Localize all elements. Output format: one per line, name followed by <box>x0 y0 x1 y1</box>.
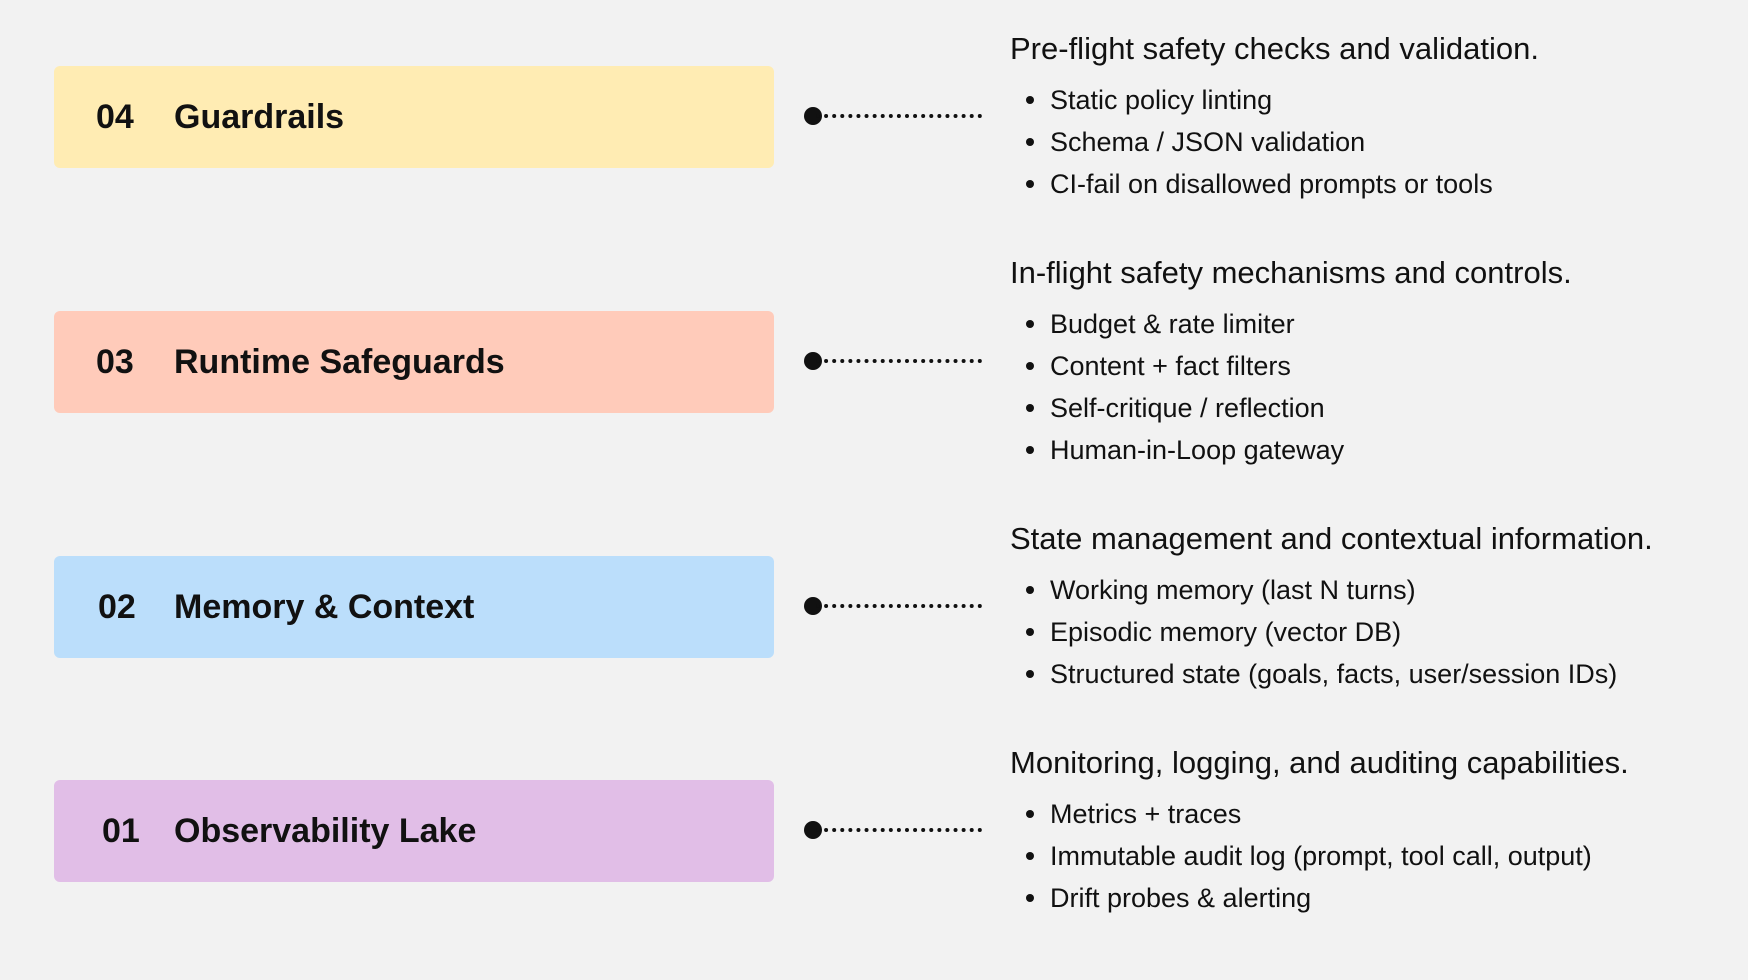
layer-title: Guardrails <box>174 98 345 136</box>
connector-dotted-line <box>816 114 982 118</box>
bullet-icon <box>1026 446 1034 454</box>
feature-item <box>1010 653 1730 695</box>
feature-item <box>1010 79 1730 121</box>
feature-label: Static policy linting <box>1050 85 1273 115</box>
layer-box-runtime-safeguards <box>54 311 774 413</box>
bullet-icon <box>1026 810 1034 818</box>
feature-item <box>1010 835 1730 877</box>
feature-label: Budget & rate limiter <box>1050 309 1295 339</box>
feature-list <box>1010 569 1730 695</box>
feature-item <box>1010 877 1730 919</box>
feature-item <box>1010 345 1730 387</box>
bullet-icon <box>1026 362 1034 370</box>
connector-line <box>804 106 980 126</box>
feature-list <box>1010 79 1730 205</box>
bullet-icon <box>1026 138 1034 146</box>
bullet-icon <box>1026 404 1034 412</box>
feature-label: Immutable audit log (prompt, tool call, output) <box>1050 841 1592 871</box>
layer-description: Monitoring, logging, and auditing capabilities. <box>1010 745 1629 780</box>
layer-box-memory-context <box>54 556 774 658</box>
layer-description-block <box>1010 253 1730 471</box>
feature-item <box>1010 429 1730 471</box>
layer-title: Observability Lake <box>174 812 477 850</box>
connector-dotted-line <box>816 604 982 608</box>
bullet-icon <box>1026 586 1034 594</box>
feature-label: Metrics + traces <box>1050 799 1242 829</box>
bullet-icon <box>1026 628 1034 636</box>
feature-label: Structured state (goals, facts, user/session IDs) <box>1050 659 1618 689</box>
feature-item <box>1010 387 1730 429</box>
layer-description: State management and contextual information. <box>1010 521 1653 556</box>
feature-label: Working memory (last N turns) <box>1050 575 1416 605</box>
layer-description: In-flight safety mechanisms and controls. <box>1010 255 1572 290</box>
feature-label: Self-critique / reflection <box>1050 393 1325 423</box>
feature-item <box>1010 569 1730 611</box>
bullet-icon <box>1026 96 1034 104</box>
feature-item <box>1010 611 1730 653</box>
connector-line <box>804 351 980 371</box>
bullet-icon <box>1026 320 1034 328</box>
connector-dotted-line <box>816 359 982 363</box>
layer-box-guardrails <box>54 66 774 168</box>
layer-number: 02 <box>98 588 136 626</box>
feature-item <box>1010 793 1730 835</box>
layer-description-block <box>1010 743 1730 919</box>
layer-title: Runtime Safeguards <box>174 343 505 381</box>
layer-description-block <box>1010 519 1730 695</box>
connector-dotted-line <box>816 828 982 832</box>
feature-list <box>1010 303 1730 471</box>
bullet-icon <box>1026 670 1034 678</box>
layer-description-block <box>1010 29 1730 205</box>
feature-item <box>1010 303 1730 345</box>
feature-label: Drift probes & alerting <box>1050 883 1312 913</box>
bullet-icon <box>1026 852 1034 860</box>
layer-title: Memory & Context <box>174 588 475 626</box>
layer-description: Pre-flight safety checks and validation. <box>1010 31 1539 66</box>
feature-item <box>1010 121 1730 163</box>
feature-list <box>1010 793 1730 919</box>
layer-number: 01 <box>102 812 140 850</box>
feature-label: Human-in-Loop gateway <box>1050 435 1345 465</box>
feature-label: Content + fact filters <box>1050 351 1291 381</box>
bullet-icon <box>1026 180 1034 188</box>
layer-number: 03 <box>96 343 134 381</box>
feature-label: Episodic memory (vector DB) <box>1050 617 1402 647</box>
connector-line <box>804 820 980 840</box>
feature-item <box>1010 163 1730 205</box>
layer-box-observability-lake <box>54 780 774 882</box>
bullet-icon <box>1026 894 1034 902</box>
feature-label: Schema / JSON validation <box>1050 127 1366 157</box>
feature-label: CI-fail on disallowed prompts or tools <box>1050 169 1493 199</box>
layer-number: 04 <box>96 98 134 136</box>
connector-line <box>804 596 980 616</box>
